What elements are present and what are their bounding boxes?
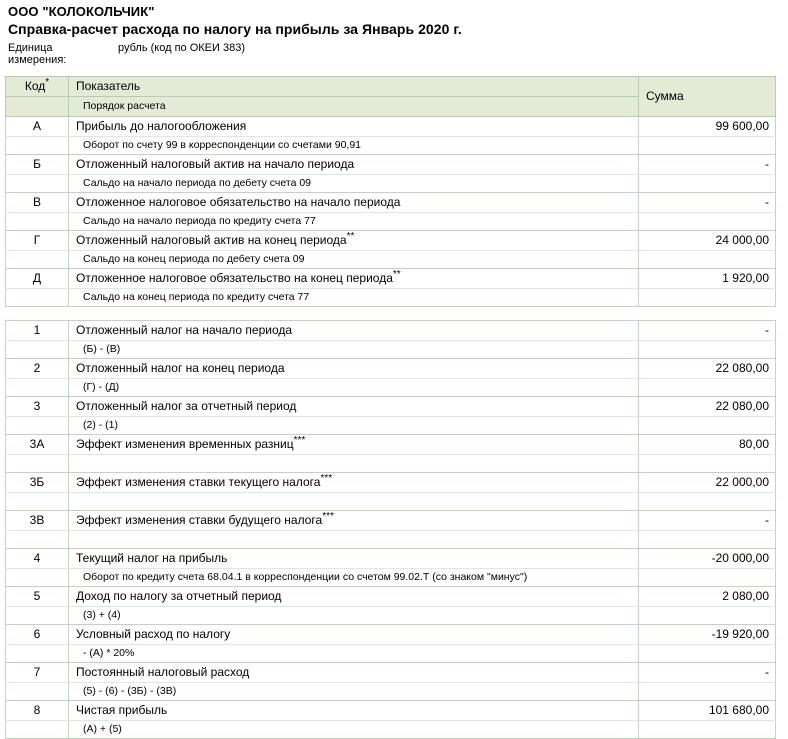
table-row	[6, 117, 776, 137]
header-cell-name: Показатель	[69, 77, 639, 97]
table-formula-row	[6, 455, 776, 473]
row-formula: (2) - (1)	[69, 417, 639, 435]
units-value: рубль (код по ОКЕИ 383)	[118, 42, 245, 54]
formula-code-spacer	[6, 213, 69, 231]
units-label-line1: Единица	[8, 42, 53, 54]
header-cell-code-empty	[6, 97, 69, 117]
footnote-marker: ***	[320, 473, 333, 484]
footnote-marker: **	[346, 231, 355, 242]
row-formula: - (А) * 20%	[69, 645, 639, 663]
table-formula-row	[6, 569, 776, 587]
row-code: 3Б	[6, 473, 69, 493]
separator-cell-sum	[639, 307, 776, 321]
row-indicator: Отложенный налоговый актив на конец периода**	[69, 231, 639, 251]
table-row	[6, 549, 776, 569]
table-block-separator	[6, 307, 776, 321]
document-header	[0, 0, 788, 66]
table-row	[6, 511, 776, 531]
row-indicator: Условный расход по налогу	[69, 625, 639, 645]
table-formula-row	[6, 417, 776, 435]
table-formula-row	[6, 379, 776, 397]
row-amount: -	[639, 321, 776, 341]
table-formula-row	[6, 289, 776, 307]
row-amount: -	[639, 193, 776, 213]
table-formula-row	[6, 137, 776, 155]
row-indicator: Отложенный налоговый актив на начало периода	[69, 155, 639, 175]
row-indicator: Постоянный налоговый расход	[69, 663, 639, 683]
row-indicator: Эффект изменения временных разниц***	[69, 435, 639, 455]
table-formula-row	[6, 341, 776, 359]
row-amount: 80,00	[639, 435, 776, 455]
table-row	[6, 359, 776, 379]
row-indicator: Эффект изменения ставки текущего налога***	[69, 473, 639, 493]
row-code: 6	[6, 625, 69, 645]
formula-amount-spacer	[639, 455, 776, 473]
table-formula-row	[6, 493, 776, 511]
formula-amount-spacer	[639, 289, 776, 307]
table-formula-row	[6, 683, 776, 701]
row-indicator: Эффект изменения ставки будущего налога***	[69, 511, 639, 531]
formula-code-spacer	[6, 341, 69, 359]
formula-amount-spacer	[639, 721, 776, 739]
table-row	[6, 625, 776, 645]
row-formula: Оборот по счету 99 в корреспонденции со счетами 90,91	[69, 137, 639, 155]
row-formula: Сальдо на конец периода по дебету счета 09	[69, 251, 639, 269]
row-code: В	[6, 193, 69, 213]
units-of-measure-row	[8, 42, 788, 66]
row-indicator: Отложенный налог за отчетный период	[69, 397, 639, 417]
table-row	[6, 701, 776, 721]
header-cell-calc-order: Порядок расчета	[69, 97, 639, 117]
row-formula: Сальдо на конец периода по кредиту счета 77	[69, 289, 639, 307]
formula-amount-spacer	[639, 251, 776, 269]
row-code: 3	[6, 397, 69, 417]
row-amount: 99 600,00	[639, 117, 776, 137]
formula-amount-spacer	[639, 569, 776, 587]
formula-code-spacer	[6, 493, 69, 511]
row-amount: 24 000,00	[639, 231, 776, 251]
organization-name: ООО "КОЛОКОЛЬЧИК"	[8, 4, 155, 19]
formula-code-spacer	[6, 531, 69, 549]
units-label	[8, 42, 118, 66]
formula-amount-spacer	[639, 645, 776, 663]
row-formula: Сальдо на начало периода по дебету счета 09	[69, 175, 639, 193]
row-amount: 1 920,00	[639, 269, 776, 289]
row-indicator: Отложенное налоговое обязательство на конец периода**	[69, 269, 639, 289]
row-indicator: Прибыль до налогообложения	[69, 117, 639, 137]
table-formula-row	[6, 213, 776, 231]
table-row	[6, 321, 776, 341]
row-amount: 2 080,00	[639, 587, 776, 607]
formula-code-spacer	[6, 137, 69, 155]
table-row	[6, 663, 776, 683]
separator-cell-code	[6, 307, 69, 321]
formula-code-spacer	[6, 455, 69, 473]
table-row	[6, 193, 776, 213]
table-header-row	[6, 77, 776, 97]
table-row	[6, 435, 776, 455]
row-code: 7	[6, 663, 69, 683]
row-amount: 22 000,00	[639, 473, 776, 493]
formula-amount-spacer	[639, 213, 776, 231]
formula-amount-spacer	[639, 175, 776, 193]
row-code: 8	[6, 701, 69, 721]
document-title: Справка-расчет расхода по налогу на прибыль за Январь 2020 г.	[8, 21, 462, 37]
formula-amount-spacer	[639, 683, 776, 701]
row-formula: Оборот по кредиту счета 68.04.1 в корреспонденции со счетом 99.02.Т (со знаком "минус")	[69, 569, 639, 587]
formula-amount-spacer	[639, 417, 776, 435]
header-cell-sum: Сумма	[639, 77, 776, 117]
row-amount: 22 080,00	[639, 397, 776, 417]
row-indicator: Чистая прибыль	[69, 701, 639, 721]
formula-code-spacer	[6, 289, 69, 307]
row-code: Г	[6, 231, 69, 251]
formula-amount-spacer	[639, 341, 776, 359]
row-code: 5	[6, 587, 69, 607]
formula-code-spacer	[6, 417, 69, 435]
row-code: 1	[6, 321, 69, 341]
formula-amount-spacer	[639, 379, 776, 397]
row-formula	[69, 493, 639, 511]
row-code: Б	[6, 155, 69, 175]
table-row	[6, 587, 776, 607]
formula-amount-spacer	[639, 493, 776, 511]
row-indicator: Доход по налогу за отчетный период	[69, 587, 639, 607]
formula-code-spacer	[6, 251, 69, 269]
footnote-marker: **	[392, 269, 401, 280]
row-indicator: Отложенное налоговое обязательство на начало периода	[69, 193, 639, 213]
row-code: Д	[6, 269, 69, 289]
header-cell-code: Код*	[6, 77, 69, 97]
formula-code-spacer	[6, 683, 69, 701]
row-amount: -	[639, 511, 776, 531]
row-amount: -	[639, 155, 776, 175]
row-code: 3А	[6, 435, 69, 455]
row-formula: (5) - (6) - (3Б) - (3В)	[69, 683, 639, 701]
row-indicator: Отложенный налог на начало периода	[69, 321, 639, 341]
table-row	[6, 397, 776, 417]
footnote-marker: *	[45, 77, 50, 88]
row-formula: (А) + (5)	[69, 721, 639, 739]
formula-amount-spacer	[639, 137, 776, 155]
formula-code-spacer	[6, 607, 69, 625]
table-formula-row	[6, 721, 776, 739]
formula-amount-spacer	[639, 607, 776, 625]
table-formula-row	[6, 645, 776, 663]
formula-amount-spacer	[639, 531, 776, 549]
row-code: А	[6, 117, 69, 137]
row-amount: -20 000,00	[639, 549, 776, 569]
footnote-marker: ***	[322, 511, 334, 522]
table-formula-row	[6, 531, 776, 549]
row-indicator: Отложенный налог на конец периода	[69, 359, 639, 379]
footnote-marker: ***	[293, 435, 306, 446]
row-formula	[69, 455, 639, 473]
separator-cell-name	[69, 307, 639, 321]
formula-code-spacer	[6, 379, 69, 397]
formula-code-spacer	[6, 721, 69, 739]
row-amount: -19 920,00	[639, 625, 776, 645]
table-formula-row	[6, 251, 776, 269]
row-code: 4	[6, 549, 69, 569]
units-label-line2: измерения:	[8, 54, 67, 66]
table-row	[6, 269, 776, 289]
row-amount: -	[639, 663, 776, 683]
row-code: 3В	[6, 511, 69, 531]
table-formula-row	[6, 607, 776, 625]
row-amount: 101 680,00	[639, 701, 776, 721]
row-formula	[69, 531, 639, 549]
formula-code-spacer	[6, 645, 69, 663]
table-row	[6, 231, 776, 251]
formula-code-spacer	[6, 569, 69, 587]
row-formula: (Г) - (Д)	[69, 379, 639, 397]
row-amount: 22 080,00	[639, 359, 776, 379]
row-formula: (Б) - (В)	[69, 341, 639, 359]
table-row	[6, 155, 776, 175]
table-body	[6, 77, 776, 739]
formula-code-spacer	[6, 175, 69, 193]
row-formula: Сальдо на начало периода по кредиту счета 77	[69, 213, 639, 231]
table-formula-row	[6, 175, 776, 193]
row-indicator: Текущий налог на прибыль	[69, 549, 639, 569]
table-row	[6, 473, 776, 493]
tax-calculation-table	[5, 76, 776, 739]
row-formula: (3) + (4)	[69, 607, 639, 625]
row-code: 2	[6, 359, 69, 379]
